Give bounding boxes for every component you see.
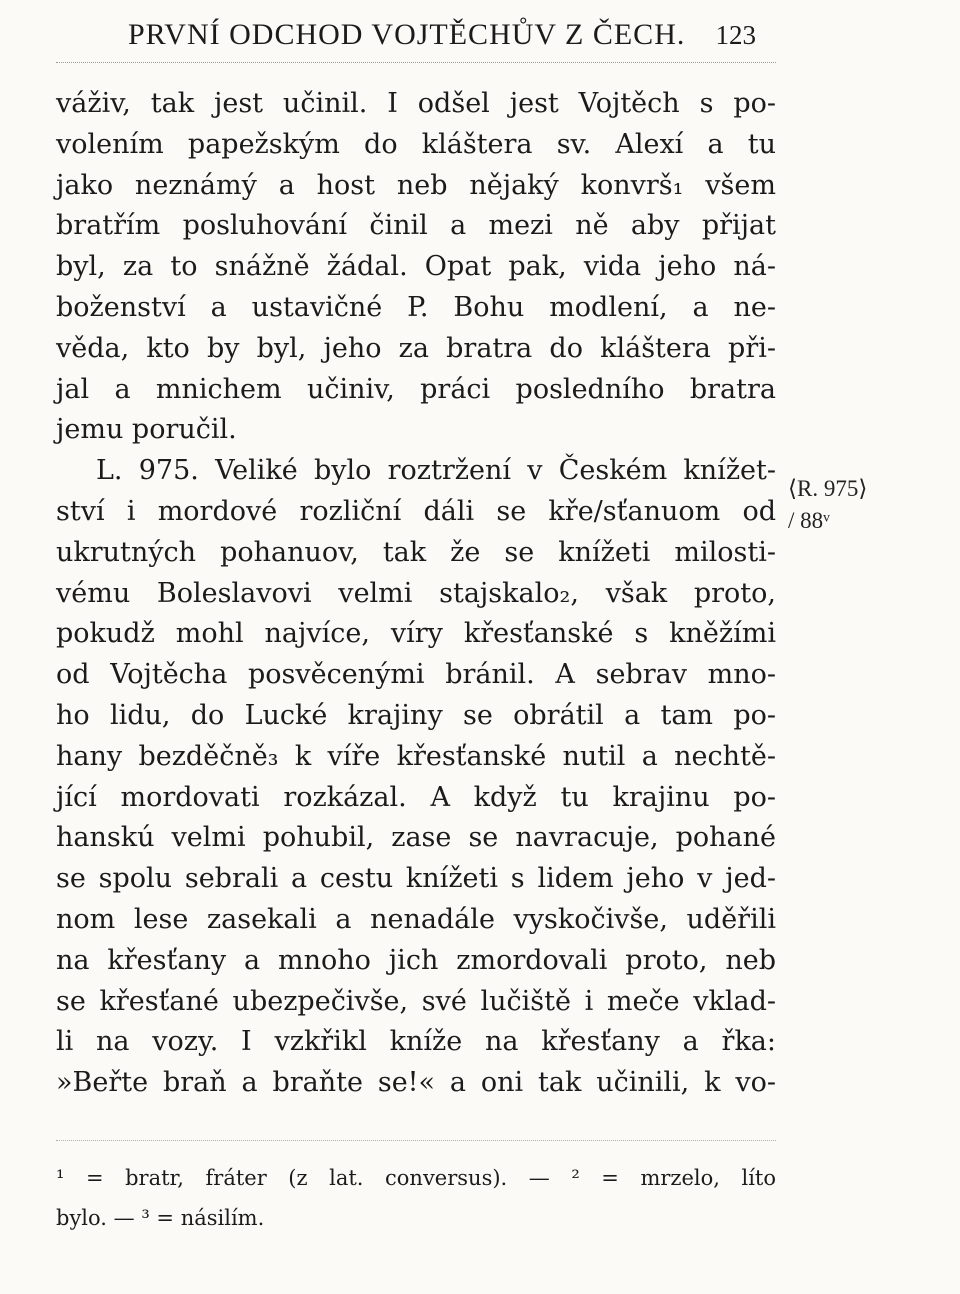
- text-line: váživ, tak jest učinil. I odšel jest Vojtěch s po-: [56, 88, 776, 119]
- text-line: jako neznámý a host neb nějaký konvrš₁ všem: [56, 169, 776, 201]
- text-line: volením papežským do kláštera sv. Alexí a tu: [56, 128, 776, 160]
- text-line: hany bezděčně₃ k víře křesťanské nutil a nechtě-: [56, 740, 776, 772]
- footnote-rule: [56, 1140, 776, 1141]
- margin-folio: / 88ᵛ: [788, 508, 830, 533]
- running-title: PRVNÍ ODCHOD VOJTĚCHŮV Z ČECH.: [128, 18, 686, 51]
- text-line: pokudž mohl najvíce, víry křesťanské s kněžími: [56, 618, 776, 650]
- page-number: 123: [715, 20, 756, 50]
- body-text: [56, 84, 776, 1104]
- text-line: se křesťané ubezpečivše, své lučiště i meče vklad-: [56, 985, 776, 1017]
- text-line: ství i mordové rozliční dáli se kře/sťanuom od: [56, 495, 776, 527]
- footnote-line: bylo. — ³ = násilím.: [56, 1206, 265, 1230]
- running-head: [128, 14, 770, 58]
- text-line: nom lese zasekali a nenadále vyskočivše, uděřili: [56, 903, 776, 935]
- text-line: vému Boleslavovi velmi stajskalo₂, však proto,: [56, 577, 776, 609]
- paragraph-end-line: jemu poručil.: [56, 414, 237, 446]
- year-entry-line: L. 975. Veliké bylo roztržení v Českém knížet-: [96, 455, 776, 487]
- text-line: ho lidu, do Lucké krajiny se obrátil a tam po-: [56, 699, 776, 731]
- text-line: na křesťany a mnoho jich zmordovali proto, neb: [56, 944, 776, 976]
- text-line: ukrutných pohanuov, tak že se knížeti milosti-: [56, 536, 776, 568]
- footnotes: [56, 1158, 776, 1238]
- margin-reference: ⟨R. 975⟩: [788, 476, 868, 501]
- text-line: věda, kto by byl, jeho za bratra do kláštera při-: [56, 332, 776, 364]
- text-line: hanskú velmi pohubil, zase se navracuje, pohané: [56, 822, 776, 854]
- text-line: od Vojtěcha posvěcenými bránil. A sebrav mno-: [56, 659, 776, 691]
- text-line: bratřím posluhování činil a mezi ně aby přijat: [56, 210, 776, 242]
- text-line: jící mordovati rozkázal. A když tu krajinu po-: [56, 781, 776, 813]
- text-line: byl, za to snážně žádal. Opat pak, vida jeho ná-: [56, 251, 776, 283]
- text-line: »Beřte braň a braňte se!« a oni tak učinili, k vo-: [56, 1067, 776, 1099]
- text-line: li na vozy. I vzkřikl kníže na křesťany a řka:: [56, 1026, 776, 1058]
- header-rule: [56, 62, 776, 63]
- text-line: jal a mnichem učiniv, práci posledního bratra: [56, 373, 776, 405]
- text-line: se spolu sebrali a cestu knížeti s lidem jeho v jed-: [56, 863, 776, 895]
- text-line: boženství a ustavičné P. Bohu modlení, a ne-: [56, 291, 776, 323]
- footnote-line: ¹ = bratr, fráter (z lat. conversus). — ² = mrzelo, líto: [56, 1166, 776, 1190]
